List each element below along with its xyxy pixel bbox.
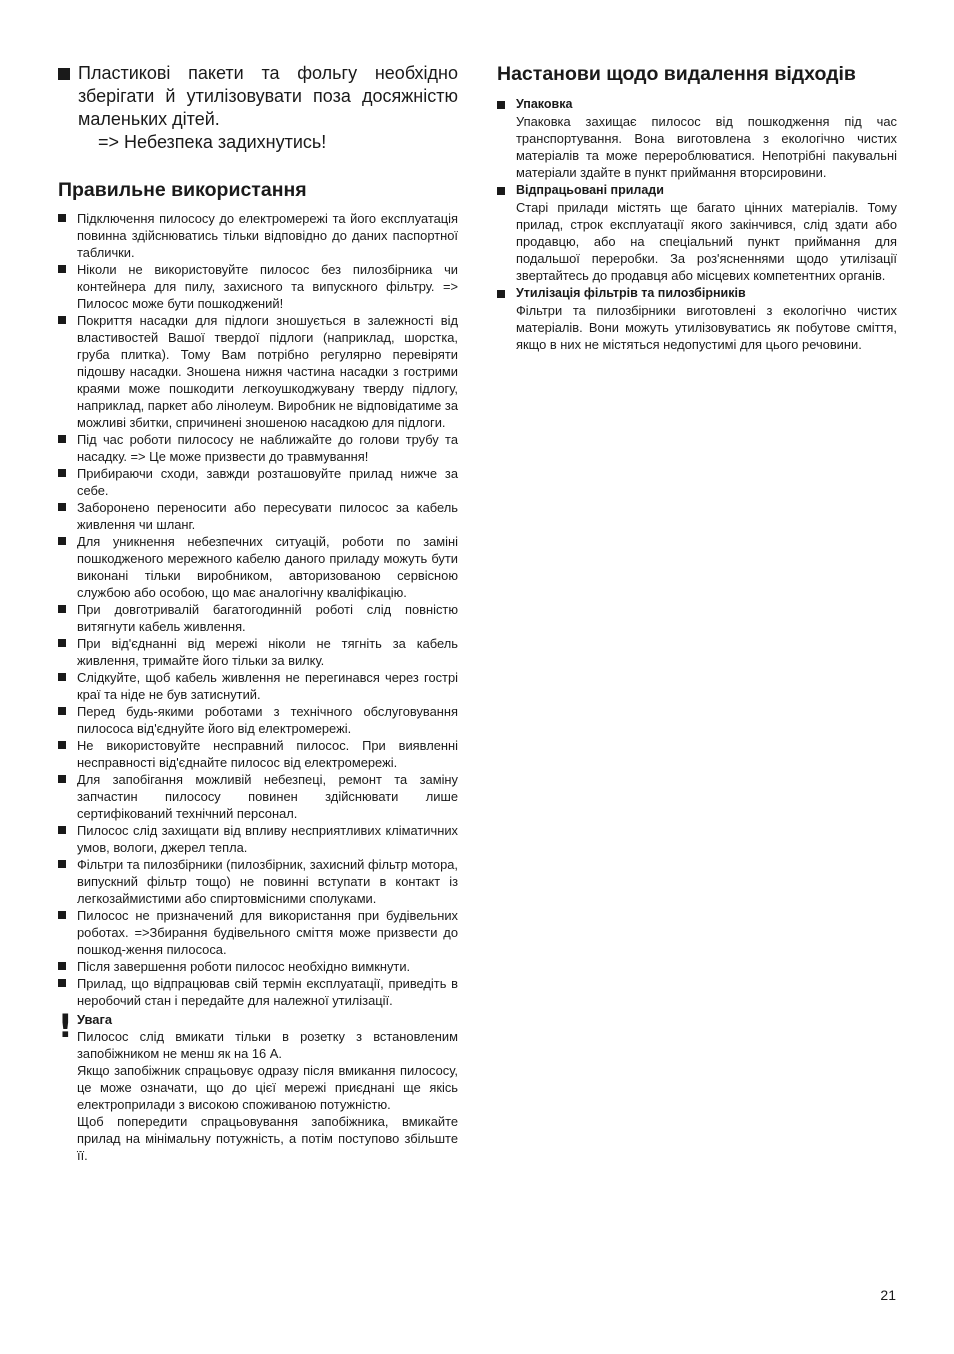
square-bullet-icon [58,469,66,477]
square-bullet-icon [58,435,66,443]
subsection-text: Упаковка захищає пилосос від пошкодження під час транспортування. Вона виготовлена з екологічно чистих матеріалів та може перероблюватися. Непотрібні пакувальні матеріали здайте в пункт приймання вторсировини. [516,114,897,180]
list-item [58,856,458,907]
disposal-section-title: Настанови щодо видалення відходів [497,63,856,85]
list-item [58,958,458,975]
list-item [58,261,458,312]
list-item [58,210,458,261]
list-item [58,533,458,601]
subsection-text: Фільтри та пилозбірники виготовлені з екологічно чистих матеріалів. Вони можуть утилізовуватись як побутове сміття, якщо в них не містяться недопустимі для цього речовини. [516,303,897,352]
list-item-text: Для уникнення небезпечних ситуацій, роботи по заміні пошкодженого мережного кабелю даного приладу можуть бути виконані тільки виробником, авторизованою сервісною службою або особою, що має аналогічну кваліфікацію. [77,534,458,600]
square-bullet-icon [58,605,66,613]
intro-text: Пластикові пакети та фольгу необхідно зберігати й утилізовувати поза досяжністю маленьких дітей. [78,63,458,129]
square-bullet-icon [58,503,66,511]
list-item-text: Пилосос слід захищати від впливу несприятливих кліматичних умов, вологи, джерел тепла. [77,823,458,855]
square-bullet-icon [497,187,505,195]
list-item-text: При від'єднанні від мережі ніколи не тягніть за кабель живлення, тримайте його тільки за вилку. [77,636,458,668]
intro-notice [58,62,458,154]
list-item [58,669,458,703]
usage-list [58,210,458,1009]
list-item-text: Після завершення роботи пилосос необхідно вимкнути. [77,959,411,974]
square-bullet-icon [58,639,66,647]
square-bullet-icon [497,290,505,298]
square-bullet-icon [58,316,66,324]
disposal-subsection [497,182,897,284]
disposal-subsection [497,96,897,181]
right-column [497,62,897,354]
list-item-text: Фільтри та пилозбірники (пилозбірник, захисний фільтр мотора, випускний фільтр тощо) не повинні вступати в контакт із легкозаймистими або спиртовмісними сполуками. [77,857,458,906]
list-item [58,737,458,771]
list-item-text: Прилад, що відпрацював свій термін експлуатації, приведіть в неробочий стан і передайте для належної утилізації. [77,976,458,1008]
square-bullet-icon [58,537,66,545]
square-bullet-icon [58,68,70,80]
list-item [58,907,458,958]
list-item-text: Перед будь-якими роботами з технічного обслуговування пилососа від'єднуйте його від електромережі. [77,704,458,736]
list-item [58,703,458,737]
list-item-text: Ніколи не використовуйте пилосос без пилозбірника чи контейнера для пилу, захисного та випускного фільтру. => Пилосос може бути пошкоджений! [77,262,458,311]
left-column [58,62,458,1164]
intro-warning: => Небезпека задихнутись! [98,132,327,152]
list-item [58,822,458,856]
usage-section-title: Правильне використання [58,179,307,201]
exclamation-icon: ! [58,1007,73,1045]
caution-title: Увага [77,1012,112,1027]
square-bullet-icon [58,979,66,987]
caution-paragraph: Пилосос слід вмикати тільки в розетку з встановленим запобіжником не менш як на 16 А. [77,1029,458,1061]
list-item [58,312,458,431]
list-item-text: Покриття насадки для підлоги зношується в залежності від властивостей Вашої твердої підлоги (наприклад, шорстка, груба плитка). Тому Вам потрібно регулярно перевіряти підошву насадки. Зношена нижня частина насадки з гострими краями може пошкодити легкоушкоджувану тверду підлогу, наприклад, паркет або лінолеум. Виробник не відповідатиме за можливі збитки, спричинені зношеною насадкою для підлоги. [77,313,458,430]
subsection-heading: Упаковка [516,97,573,111]
disposal-subsection [497,285,897,353]
square-bullet-icon [497,101,505,109]
list-item-text: Для запобігання можливій небезпеці, ремонт та заміну запчастин пилососу повинен здійснювати лише сертифікований технічний персонал. [77,772,458,821]
list-item-text: Пилосос не призначений для використання при будівельних роботах. =>Збирання будівельного сміття може призвести до пошкод-ження пилососа. [77,908,458,957]
list-item [58,431,458,465]
square-bullet-icon [58,860,66,868]
list-item [58,771,458,822]
square-bullet-icon [58,826,66,834]
caution-paragraph: Якщо запобіжник спрацьовує одразу після вмикання пилососу, це може означати, що до цієї мережі приєднані ще якісь електроприлади з високою споживаною потужністю. [77,1063,458,1112]
square-bullet-icon [58,214,66,222]
list-item-text: Не використовуйте несправний пилосос. При виявленні несправності від'єднайте пилосос від електромережі. [77,738,458,770]
square-bullet-icon [58,741,66,749]
list-item-text: Прибираючи сходи, завжди розташовуйте прилад нижче за себе. [77,466,458,498]
list-item [58,499,458,533]
caution-paragraph: Щоб попередити спрацьовування запобіжника, вмикайте прилад на мінімальну потужність, а потім поступово збільште її. [77,1114,458,1163]
list-item [58,975,458,1009]
square-bullet-icon [58,265,66,273]
square-bullet-icon [58,962,66,970]
list-item [58,601,458,635]
square-bullet-icon [58,775,66,783]
list-item-text: При довготривалій багатогодинній роботі слід повністю витягнути кабель живлення. [77,602,458,634]
square-bullet-icon [58,707,66,715]
subsection-heading: Відпрацьовані прилади [516,183,664,197]
page-number: 21 [880,1287,896,1303]
square-bullet-icon [58,673,66,681]
list-item-text: Під час роботи пилососу не наближайте до голови трубу та насадку. => Це може призвести до травмування! [77,432,458,464]
list-item [58,465,458,499]
caution-block [58,1007,458,1164]
subsection-heading: Утилізація фільтрів та пилозбірників [516,286,746,300]
list-item-text: Заборонено переносити або пересувати пилосос за кабель живлення чи шланг. [77,500,458,532]
square-bullet-icon [58,911,66,919]
list-item [58,635,458,669]
list-item-text: Підключення пилососу до електромережі та його експлуатація повинна здійснюватись тільки відповідно до даних паспортної таблички. [77,211,458,260]
list-item-text: Слідкуйте, щоб кабель живлення не перегинався через гострі краї та ніде не був затиснутий. [77,670,458,702]
subsection-text: Старі прилади містять ще багато цінних матеріалів. Тому прилад, строк експлуатації якого закінчився, слід здати або продавцю, або на спеціальний пункт приймання для подальшої переробки. За роз'ясненнями щодо утилізації звертайтесь до продавця або місцевих компетентних органів. [516,200,897,283]
